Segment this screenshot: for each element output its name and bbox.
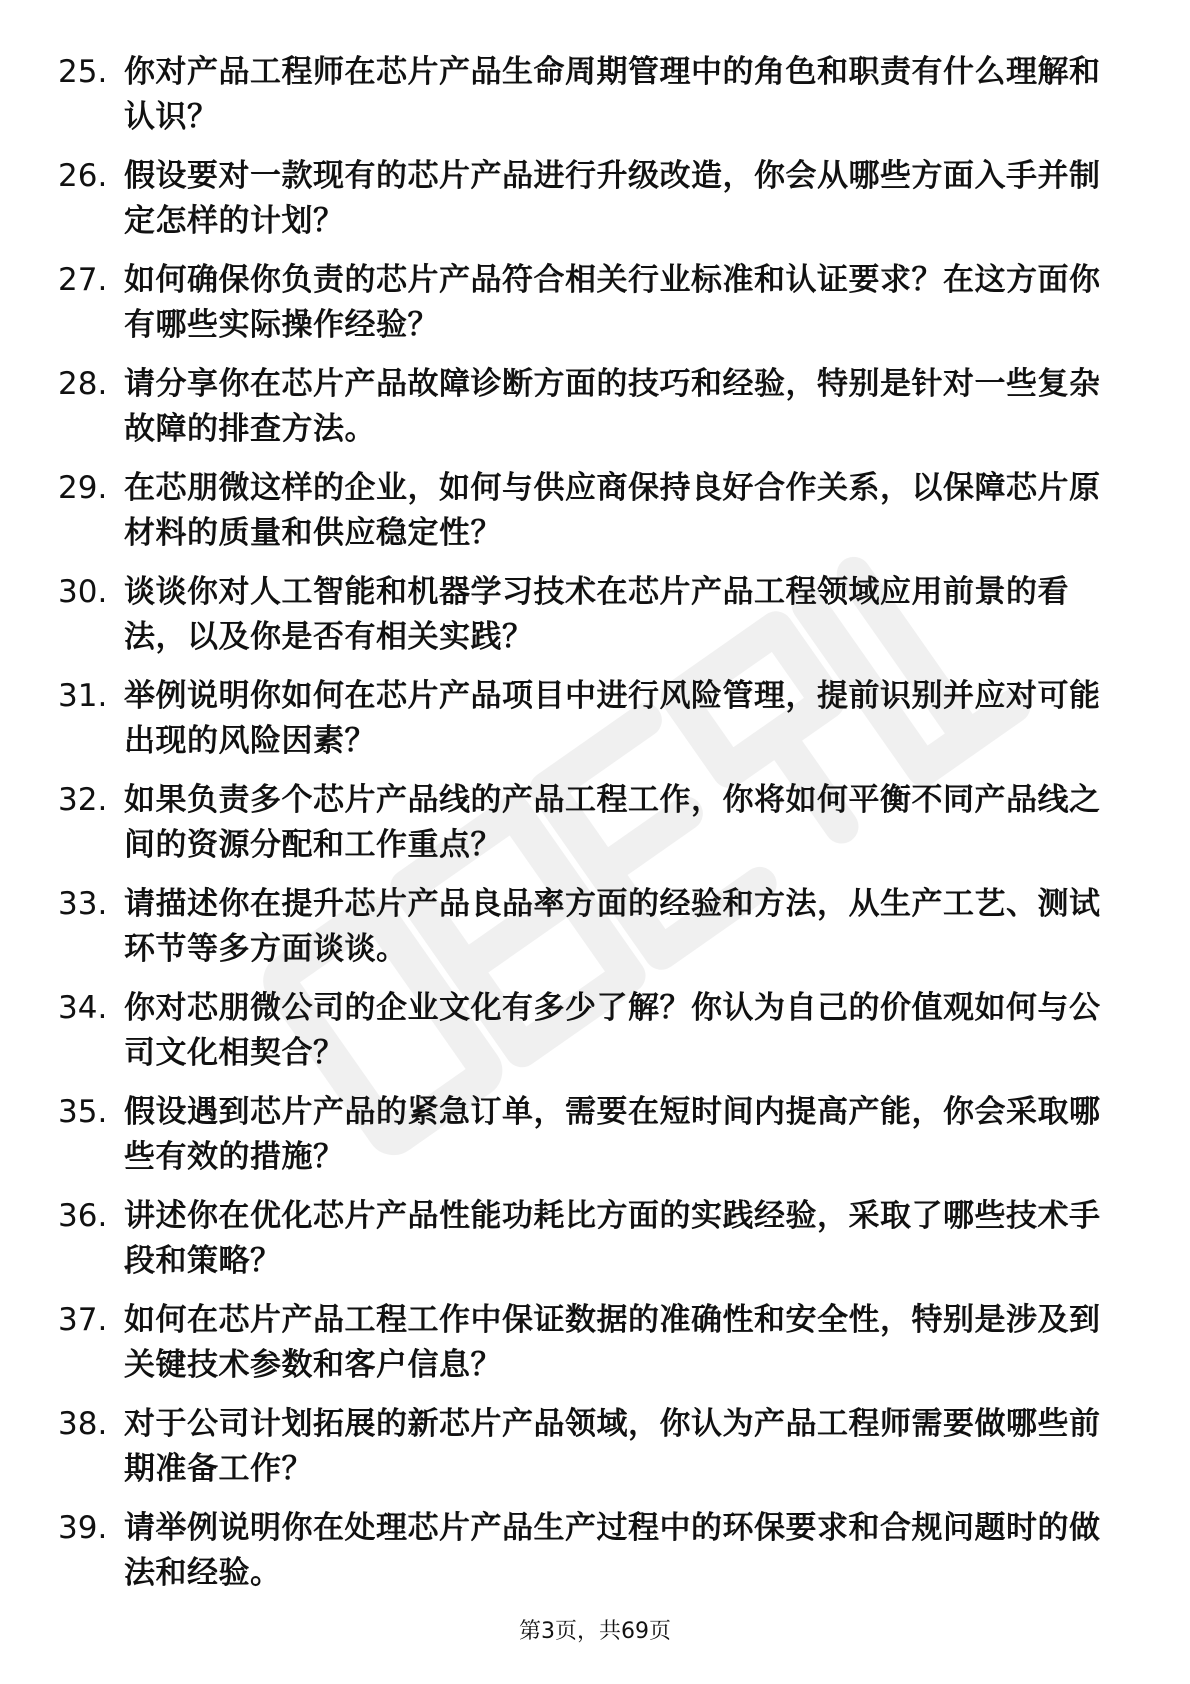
list-item [58, 986, 1118, 1076]
question-number: 26. [58, 158, 108, 194]
question-number: 32. [58, 782, 108, 818]
question-text: 请分享你在芯片产品故障诊断方面的技巧和经验，特别是针对一些复杂故障的排查方法。 [124, 366, 1101, 447]
question-number: 28. [58, 366, 108, 402]
question-number: 34. [58, 990, 108, 1026]
question-number: 31. [58, 678, 108, 714]
list-item [58, 570, 1118, 660]
question-text: 你对产品工程师在芯片产品生命周期管理中的角色和职责有什么理解和认识？ [124, 54, 1101, 135]
question-text: 假设遇到芯片产品的紧急订单，需要在短时间内提高产能，你会采取哪些有效的措施？ [124, 1094, 1101, 1175]
question-text: 对于公司计划拓展的新芯片产品领域，你认为产品工程师需要做哪些前期准备工作？ [124, 1406, 1101, 1487]
list-item [58, 882, 1118, 972]
question-text: 假设要对一款现有的芯片产品进行升级改造，你会从哪些方面入手并制定怎样的计划？ [124, 158, 1101, 239]
question-number: 39. [58, 1510, 108, 1546]
list-item [58, 258, 1118, 348]
question-number: 30. [58, 574, 108, 610]
list-item [58, 1194, 1118, 1284]
question-text: 你对芯朋微公司的企业文化有多少了解？你认为自己的价值观如何与公司文化相契合？ [124, 990, 1101, 1071]
list-item [58, 1506, 1118, 1596]
question-text: 如果负责多个芯片产品线的产品工程工作，你将如何平衡不同产品线之间的资源分配和工作重点？ [124, 782, 1101, 863]
question-number: 37. [58, 1302, 108, 1338]
list-item [58, 674, 1118, 764]
page-number-footer: 第3页，共69页 [519, 1619, 671, 1644]
question-number: 36. [58, 1198, 108, 1234]
question-text: 在芯朋微这样的企业，如何与供应商保持良好合作关系，以保障芯片原材料的质量和供应稳定性？ [124, 470, 1101, 551]
question-text: 请举例说明你在处理芯片产品生产过程中的环保要求和合规问题时的做法和经验。 [124, 1510, 1101, 1591]
list-item [58, 1298, 1118, 1388]
list-item [58, 50, 1118, 140]
list-item [58, 1090, 1118, 1180]
list-item [58, 778, 1118, 868]
question-number: 35. [58, 1094, 108, 1130]
question-number: 29. [58, 470, 108, 506]
question-text: 举例说明你如何在芯片产品项目中进行风险管理，提前识别并应对可能出现的风险因素？ [124, 678, 1101, 759]
question-number: 25. [58, 54, 108, 90]
list-item [58, 466, 1118, 556]
question-text: 如何确保你负责的芯片产品符合相关行业标准和认证要求？在这方面你有哪些实际操作经验？ [124, 262, 1101, 343]
question-text: 讲述你在优化芯片产品性能功耗比方面的实践经验，采取了哪些技术手段和策略？ [124, 1198, 1101, 1279]
list-item [58, 1402, 1118, 1492]
question-number: 27. [58, 262, 108, 298]
question-text: 请描述你在提升芯片产品良品率方面的经验和方法，从生产工艺、测试环节等多方面谈谈。 [124, 886, 1101, 967]
question-number: 38. [58, 1406, 108, 1442]
question-text: 谈谈你对人工智能和机器学习技术在芯片产品工程领域应用前景的看法，以及你是否有相关实践？ [124, 574, 1069, 655]
question-text: 如何在芯片产品工程工作中保证数据的准确性和安全性，特别是涉及到关键技术参数和客户信息？ [124, 1302, 1101, 1383]
question-list [58, 50, 1118, 1610]
question-number: 33. [58, 886, 108, 922]
list-item [58, 154, 1118, 244]
list-item [58, 362, 1118, 452]
